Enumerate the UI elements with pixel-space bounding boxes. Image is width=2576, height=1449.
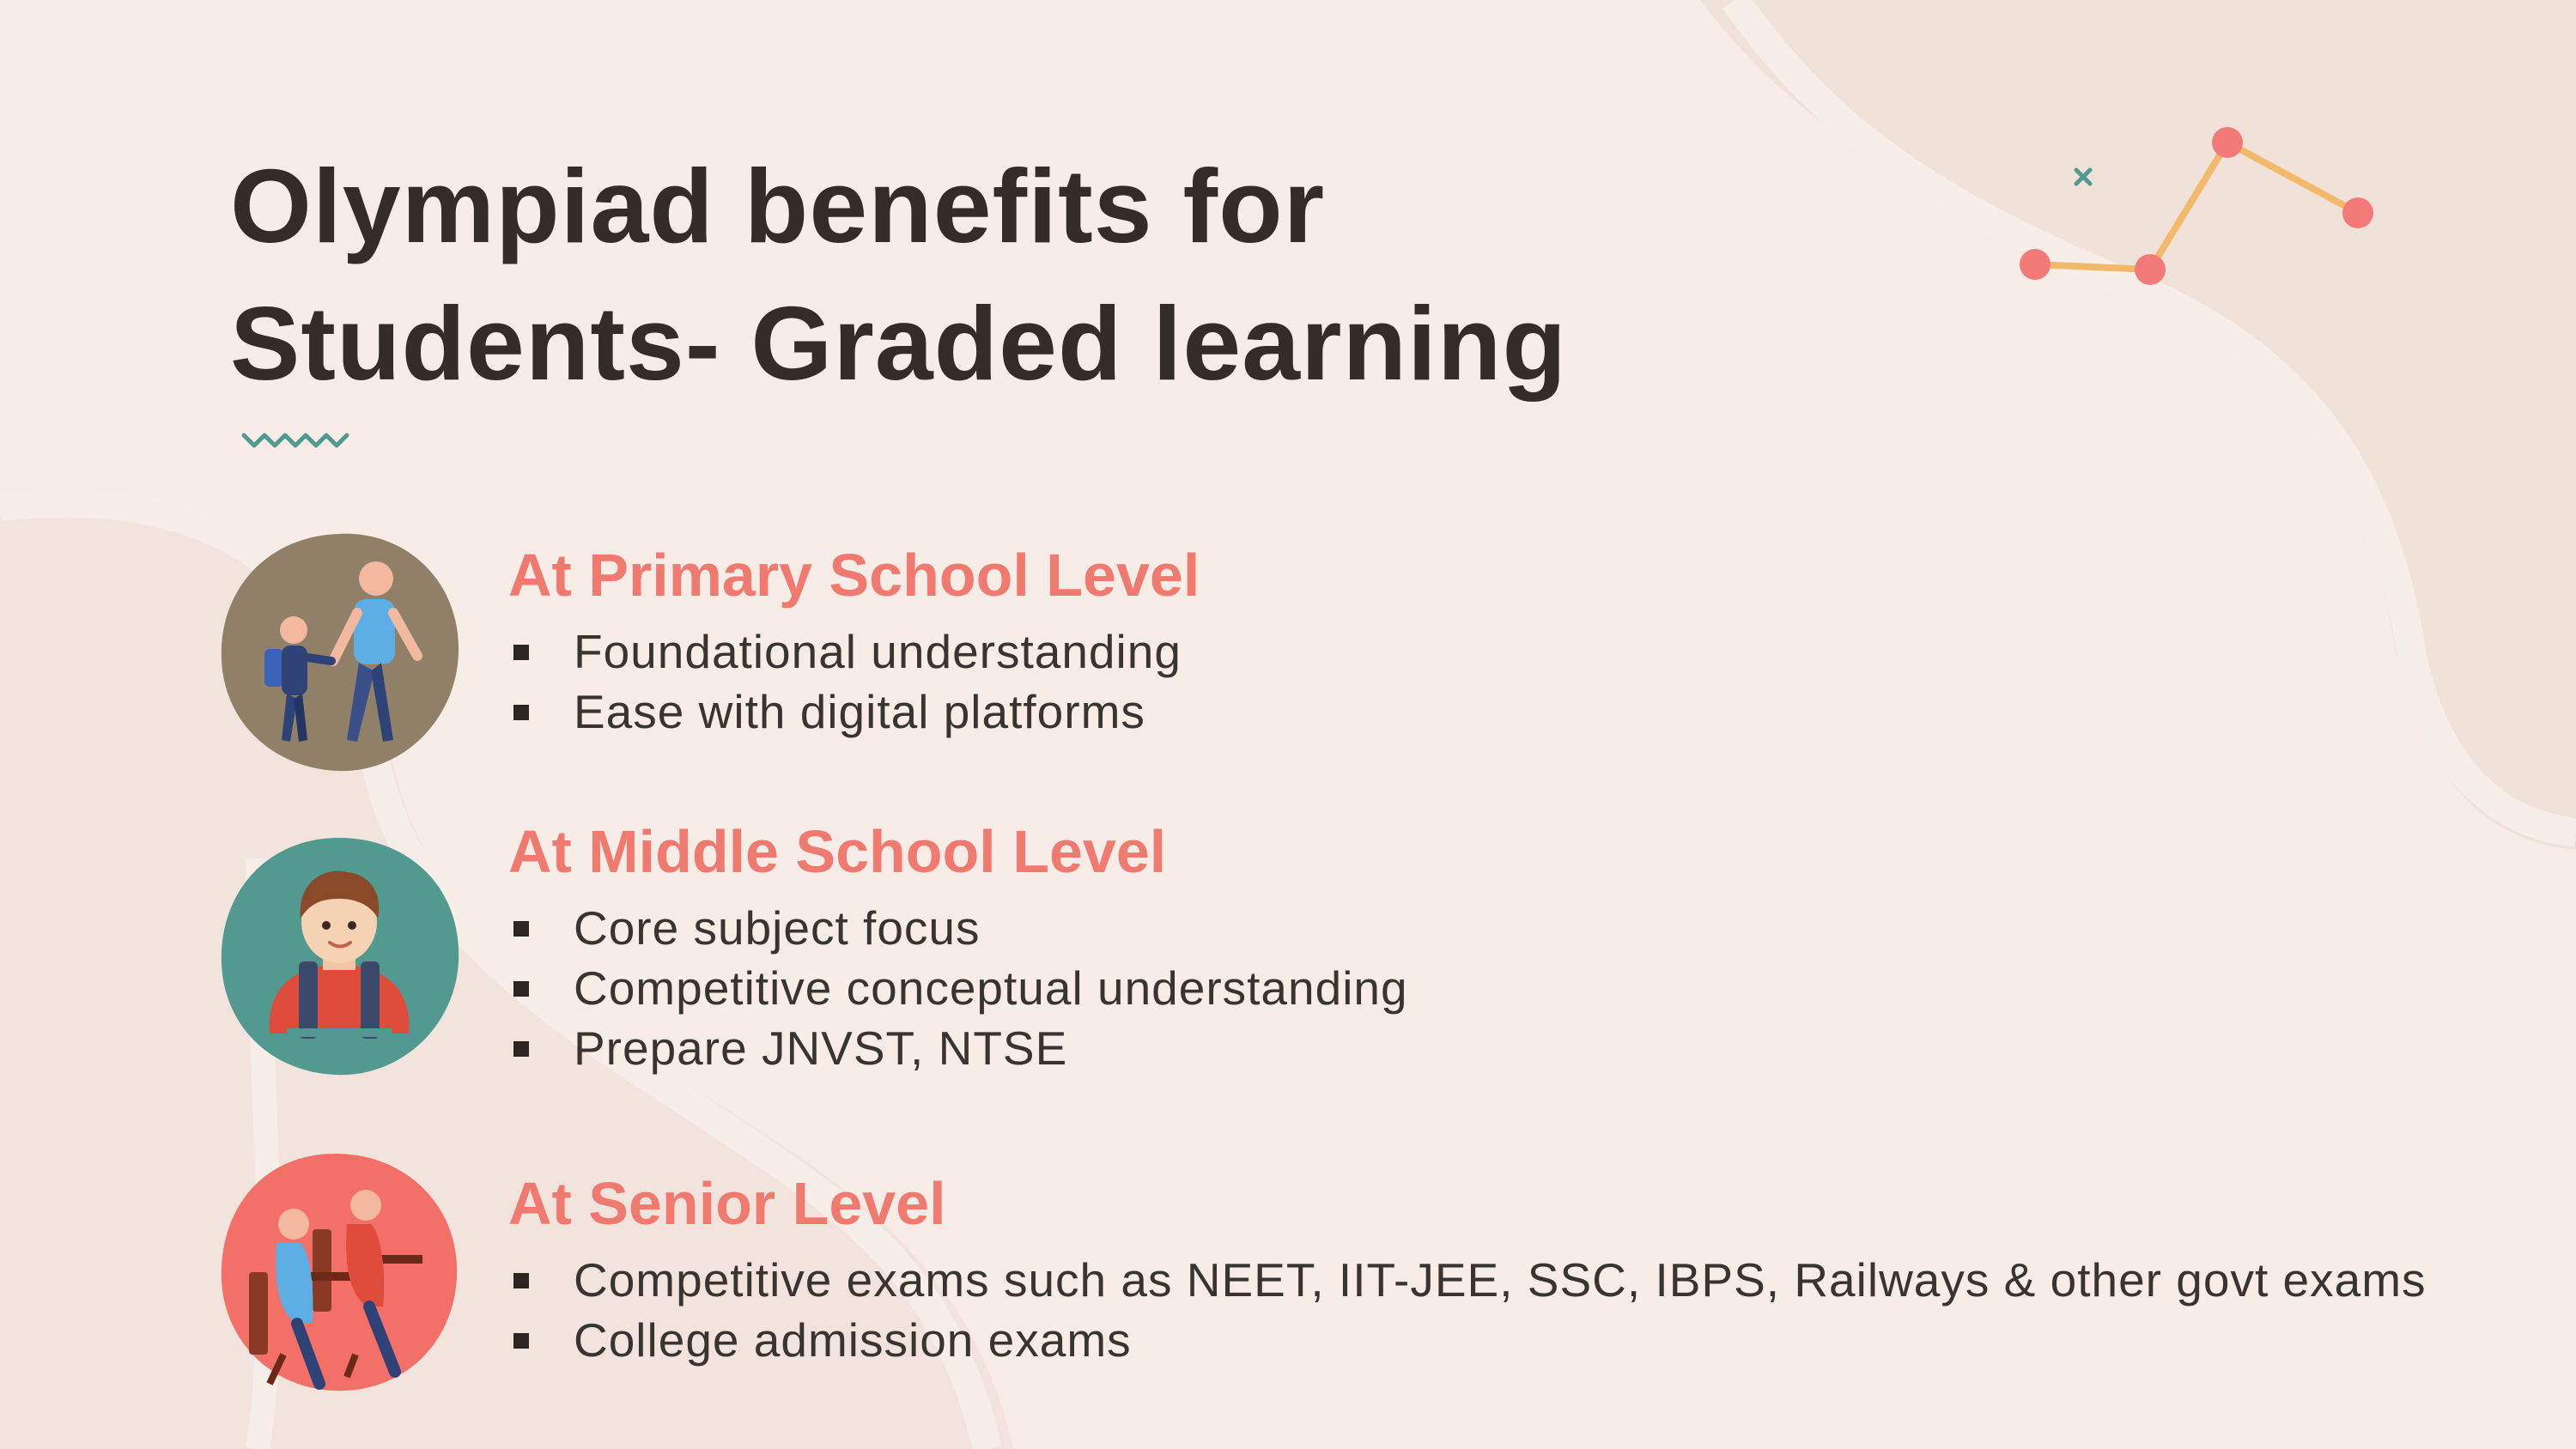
bullet-item: Prepare JNVST, NTSE (508, 1018, 2569, 1078)
section-heading: At Middle School Level (508, 818, 1167, 885)
bullet-item: Competitive exams such as NEET, IIT-JEE, SSC, IBPS, Railways & other govt exams (508, 1250, 2569, 1310)
constellation-icon (2009, 120, 2387, 292)
student-with-backpack-icon (218, 836, 460, 1078)
section-heading: At Senior Level (508, 1170, 946, 1237)
slide-title (230, 137, 1567, 412)
students-at-desks-icon (218, 1152, 460, 1394)
bullet-item: Foundational understanding (508, 621, 2569, 682)
senior-level-section (508, 1167, 2569, 1370)
section-heading: At Primary School Level (508, 542, 1200, 609)
middle-level-section (508, 815, 2569, 1078)
title-line-2: Students- Graded learning (230, 285, 1567, 402)
bullet-list (508, 898, 2569, 1078)
bullet-list (508, 1250, 2569, 1370)
bullet-item: College admission exams (508, 1310, 2569, 1370)
bullet-item: Core subject focus (508, 898, 2569, 958)
bullet-list (508, 621, 2569, 742)
bullet-item: Ease with digital platforms (508, 682, 2569, 742)
wavy-line-icon (240, 427, 352, 452)
title-line-1: Olympiad benefits for (230, 148, 1326, 264)
cross-icon (2076, 170, 2090, 184)
bullet-item: Competitive conceptual understanding (508, 958, 2569, 1018)
parent-child-walking-icon (218, 530, 460, 773)
primary-level-section (508, 539, 2569, 742)
